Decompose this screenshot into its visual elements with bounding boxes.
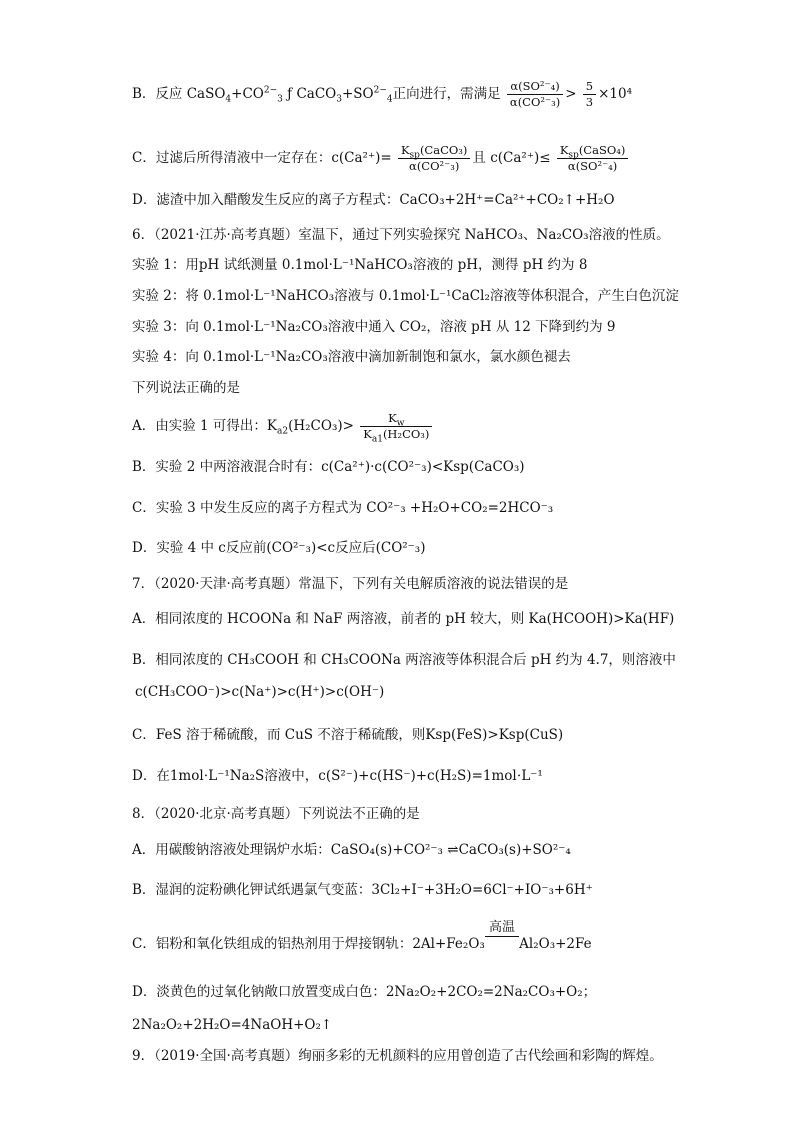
q9-stem: 9．（2019·全国·高考真题）绚丽多彩的无机颜料的应用曾创造了古代绘画和彩陶的辉煌。 bbox=[132, 1048, 663, 1064]
q5-b-five-thirds: $\frac{5}{3}$ bbox=[583, 80, 596, 109]
high-temperature-condition: 高温 bbox=[485, 934, 519, 937]
q8-option-d-second-equation: 2Na₂O₂+2H₂O=4NaOH+O₂↑ bbox=[132, 1017, 333, 1033]
q5-option-d: D．滤渣中加入醋酸发生反应的离子方程式：CaCO₃+2H⁺=Ca²⁺+CO₂↑+H₂O bbox=[132, 192, 615, 208]
q6-option-d: D．实验 4 中 c反应前(CO²⁻₃)<c反应后(CO²⁻₃) bbox=[132, 540, 426, 556]
q8-option-c: C．铝粉和氧化铁组成的铝热剂用于焊接钢轨：2Al+Fe₂O₃ 高温 Al₂O₃+2Fe bbox=[132, 920, 592, 952]
q6-a-fraction: $\frac{K_w}{K_{a1}(H_2CO_3)}$ bbox=[360, 412, 432, 441]
q8-stem: 8．（2020·北京·高考真题）下列说法不正确的是 bbox=[132, 806, 420, 822]
q5-option-b: B．反应 $CaSO_4+CO^{2-}_3$ ƒ $CaCO_3+SO^{2-}_4$正向进行，需满足 $\frac{\text{α(SO²⁻₄)}}{\text{α(CO²⁻₃)}}$ > $\frac{5}{3}$ ×10⁴ bbox=[132, 79, 633, 109]
q6-stem: 6．（2021·江苏·高考真题）室温下，通过下列实验探究 NaHCO₃、Na₂CO₃溶液的性质。 bbox=[132, 227, 670, 243]
q7-option-c: C．FeS 溶于稀硫酸，而 CuS 不溶于稀硫酸，则Ksp(FeS)>Ksp(CuS) bbox=[132, 727, 564, 743]
q6-experiment-4: 实验 4：向 0.1mol·L⁻¹Na₂CO₃溶液中滴加新制饱和氯水，氯水颜色褪去 bbox=[132, 349, 571, 365]
q5-b-ratio-fraction: $\frac{\text{α(SO²⁻₄)}}{\text{α(CO²⁻₃)}}$ bbox=[507, 80, 563, 109]
q8-option-b: B．湿润的淀粉碘化钾试纸遇氯气变蓝：3Cl₂+I⁻+3H₂O=6Cl⁻+IO⁻₃+6H⁺ bbox=[132, 882, 593, 898]
q5-option-c: C．过滤后所得清液中一定存在：c(Ca²⁺)= $\frac{K_{sp}(CaCO_3)}{\text{α(CO²⁻₃)}}$ 且 c(Ca²⁺)≤ $\frac{K_{sp}(CaSO_4)}{\text{α(SO²⁻₄)}}$ bbox=[132, 144, 630, 173]
q6-question: 下列说法正确的是 bbox=[132, 380, 240, 396]
q7-stem: 7．（2020·天津·高考真题）常温下，下列有关电解质溶液的说法错误的是 bbox=[132, 576, 569, 592]
q5-c-fraction-2: $\frac{K_{sp}(CaSO_4)}{\text{α(SO²⁻₄)}}$ bbox=[557, 144, 629, 173]
q6-experiment-1: 实验 1：用pH 试纸测量 0.1mol·L⁻¹NaHCO₃溶液的 pH，测得 pH 约为 8 bbox=[132, 257, 588, 273]
q7-option-b-inequality: c(CH₃COO⁻)>c(Na⁺)>c(H⁺)>c(OH⁻) bbox=[135, 684, 385, 700]
q6-option-a: A．由实验 1 可得出：$K_{a2}(H_2CO_3)>$ $\frac{K_w}{K_{a1}(H_2CO_3)}$ bbox=[132, 412, 434, 441]
q8-option-d: D．淡黄色的过氧化钠敞口放置变成白色：2Na₂O₂+2CO₂=2Na₂CO₃+O₂； bbox=[132, 984, 597, 1000]
q6-experiment-3: 实验 3：向 0.1mol·L⁻¹Na₂CO₃溶液中通入 CO₂，溶液 pH 从 12 下降到约为 9 bbox=[132, 319, 616, 335]
q6-experiment-2: 实验 2：将 0.1mol·L⁻¹NaHCO₃溶液与 0.1mol·L⁻¹CaCl₂溶液等体积混合，产生白色沉淀 bbox=[132, 288, 679, 304]
q7-option-b: B．相同浓度的 CH₃COOH 和 CH₃COONa 两溶液等体积混合后 pH 约为 4.7，则溶液中 bbox=[132, 652, 676, 668]
q6-option-c: C．实验 3 中发生反应的离子方程式为 CO²⁻₃ +H₂O+CO₂=2HCO⁻₃ bbox=[132, 500, 554, 516]
q7-option-d: D．在1mol⋅L⁻¹Na₂S溶液中，c(S²⁻)+c(HS⁻)+c(H₂S)=1mol⋅L⁻¹ bbox=[132, 768, 543, 784]
q6-option-b: B．实验 2 中两溶液混合时有：c(Ca²⁺)·c(CO²⁻₃)<Ksp(CaCO₃) bbox=[132, 459, 525, 475]
q8-option-a: A．用碳酸钠溶液处理锅炉水垢：CaSO₄(s)+CO²⁻₃ ⇌CaCO₃(s)+SO²⁻₄ bbox=[132, 842, 571, 858]
q5-c-fraction-1: $\frac{K_{sp}(CaCO_3)}{\text{α(CO²⁻₃)}}$ bbox=[398, 144, 470, 173]
q7-option-a: A．相同浓度的 HCOONa 和 NaF 两溶液，前者的 pH 较大，则 Ka(HCOOH)>Ka(HF) bbox=[132, 611, 675, 627]
